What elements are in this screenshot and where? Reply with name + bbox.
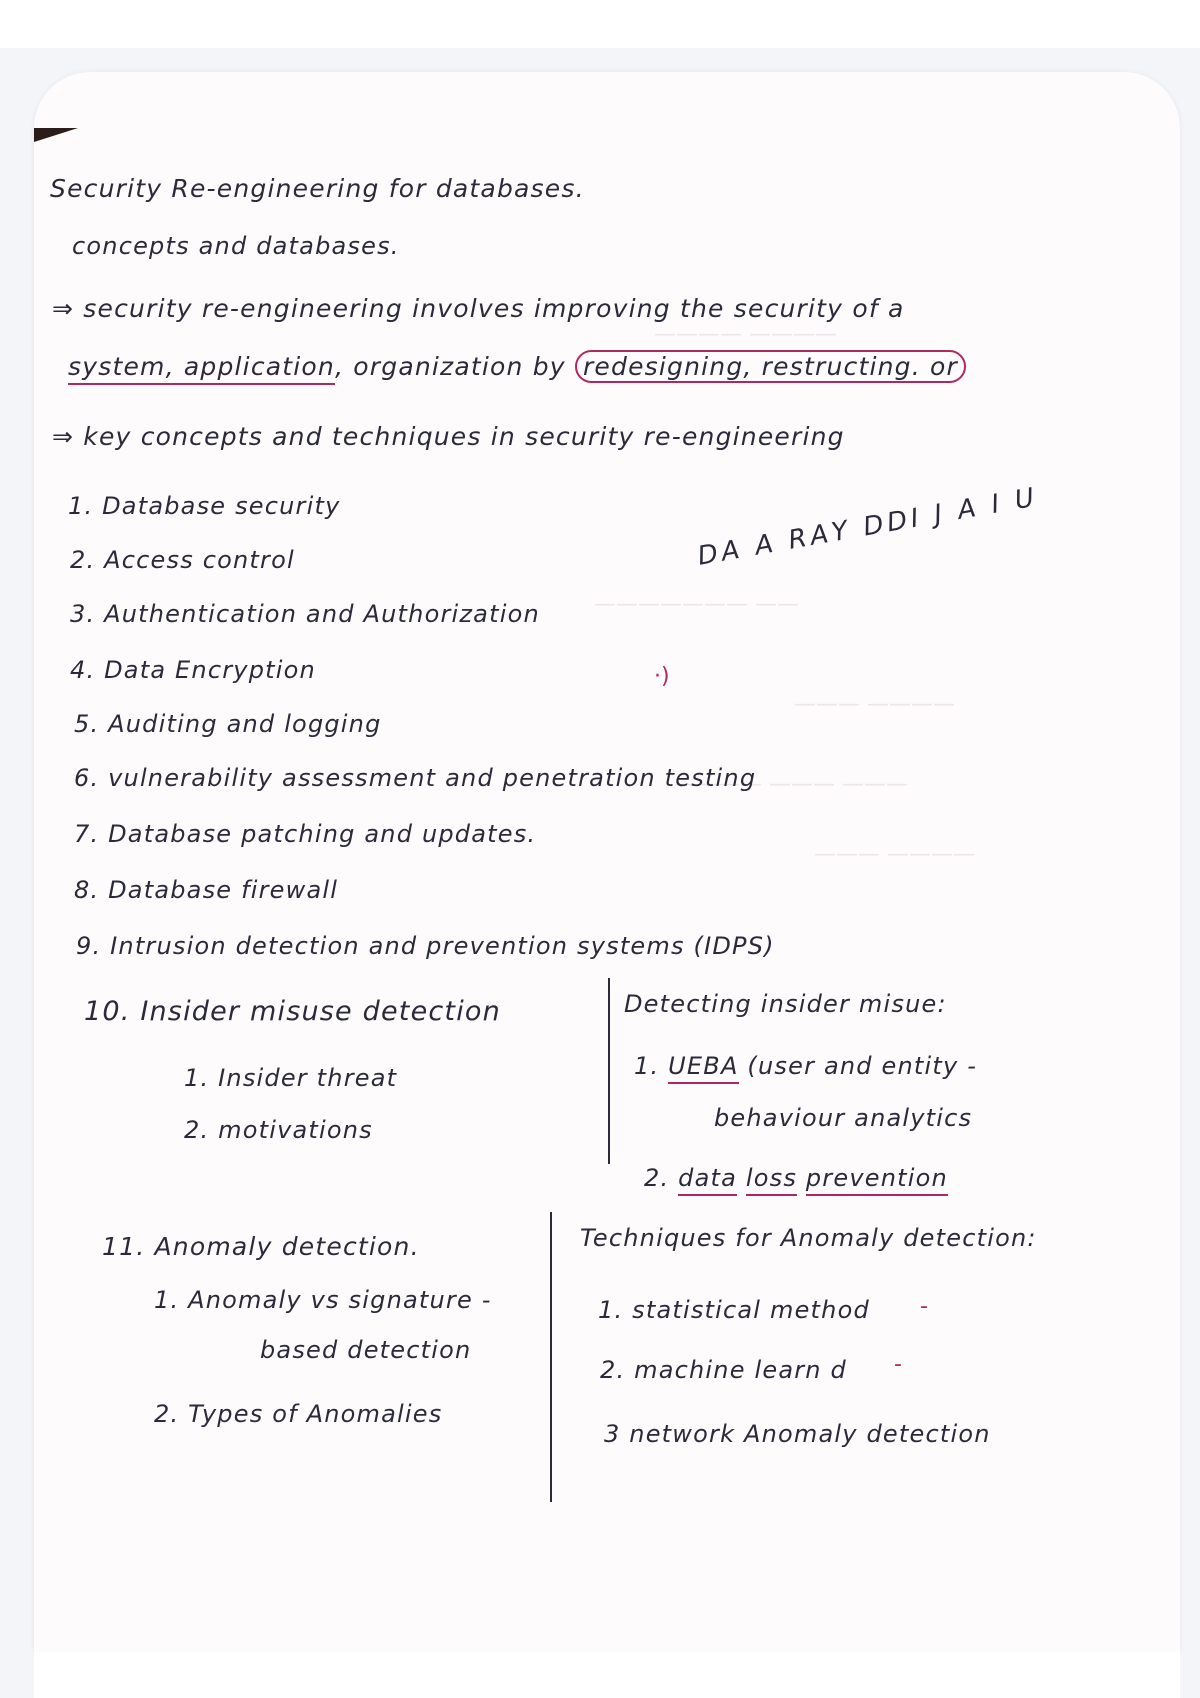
anomaly-sub-item-cont: based detection [260, 1336, 472, 1364]
list-item: 2. Access control [70, 546, 295, 574]
insider-sub-item: 1. Insider threat [184, 1064, 398, 1092]
pink-mark: ·) [654, 664, 670, 689]
dlp-prevention-underlined: prevention [806, 1164, 948, 1196]
ueba-underlined: UEBA [668, 1052, 738, 1084]
list-item: 6. vulnerability assessment and penetration testing [74, 764, 757, 792]
intro-line-1: ⇒ security re-engineering involves improving the security of a [52, 294, 905, 323]
anomaly-heading: 11. Anomaly detection. [102, 1232, 420, 1261]
bleed-through-text: ——— ———— [814, 842, 975, 867]
list-item: 8. Database firewall [74, 876, 339, 904]
pink-mark: - [920, 1294, 928, 1319]
margin-scribble: DA A RAY DDI J A I U [695, 482, 1041, 572]
ueba-expansion: (user and entity - [747, 1052, 978, 1080]
bleed-through-text: ——————— —— [594, 592, 799, 617]
detecting-item-1 [634, 1052, 977, 1080]
intro-line-2 [68, 352, 966, 381]
section-divider [608, 978, 610, 1164]
intro-system-underlined: system, application [68, 352, 335, 385]
intro-redesigning-circled: redesigning, restructing. or [575, 350, 966, 383]
list-item: 7. Database patching and updates. [74, 820, 537, 848]
list-item: 1. Database security [68, 492, 341, 520]
technique-item: 2. machine learn d [600, 1356, 847, 1384]
technique-item: 3 network Anomaly detection [604, 1420, 991, 1448]
pink-mark: - [894, 1352, 902, 1377]
top-band [0, 0, 1200, 48]
insider-sub-item: 2. motivations [184, 1116, 373, 1144]
insider-heading: 10. Insider misuse detection [84, 996, 501, 1027]
bleed-through-text: ———— ——— ——— [674, 772, 908, 797]
detecting-item-1-num: 1. [634, 1052, 660, 1080]
bottom-strip [34, 1652, 1180, 1698]
anomaly-sub-item: 1. Anomaly vs signature - [154, 1286, 492, 1314]
detecting-item-2 [644, 1164, 948, 1192]
anomaly-sub-item: 2. Types of Anomalies [154, 1400, 443, 1428]
bleed-through-text: ———— ———— [654, 322, 837, 347]
intro-line-2-middle: , organization by [334, 352, 566, 381]
dlp-loss-underlined: loss [746, 1164, 797, 1196]
techniques-heading: Techniques for Anomaly detection: [580, 1224, 1037, 1252]
list-item: 5. Auditing and logging [74, 710, 382, 738]
list-item: 9. Intrusion detection and prevention systems (IDPS) [76, 932, 775, 960]
notebook-page [34, 72, 1180, 1652]
notes-title: Security Re-engineering for databases. [50, 174, 585, 203]
page-corner-tab [34, 128, 78, 142]
dlp-data-underlined: data [678, 1164, 737, 1196]
list-item: 3. Authentication and Authorization [70, 600, 540, 628]
notes-subtitle: concepts and databases. [72, 232, 400, 260]
bleed-through-text: ——— ———— [794, 692, 955, 717]
detecting-item-1-cont: behaviour analytics [714, 1104, 973, 1132]
technique-item: 1. statistical method [598, 1296, 870, 1324]
detecting-item-2-num: 2. [644, 1164, 670, 1192]
key-concepts-heading: ⇒ key concepts and techniques in security re-engineering [52, 422, 845, 451]
detecting-insider-heading: Detecting insider misue: [624, 990, 947, 1018]
section-divider [550, 1212, 552, 1502]
list-item: 4. Data Encryption [70, 656, 316, 684]
